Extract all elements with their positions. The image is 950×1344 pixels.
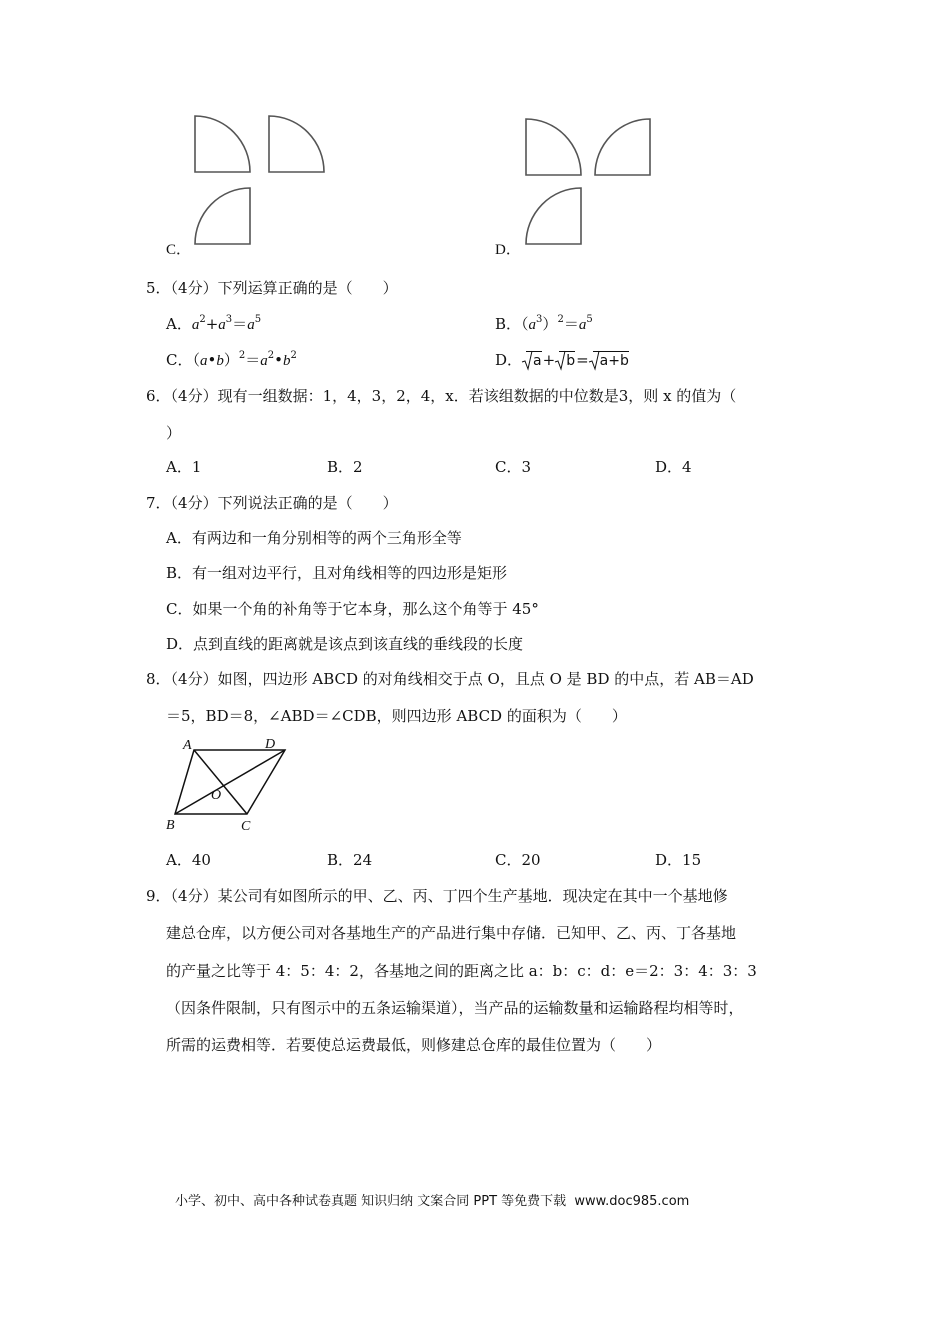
q9-line-2: 建总仓库，以方便公司对各基地生产的产品进行集中存储．已知甲、乙、丙、丁各基地 — [166, 924, 737, 942]
q4-option-d-label: D． — [495, 242, 521, 258]
quarter-circle-d1 — [525, 118, 585, 178]
q7-option-b: B．有一组对边平行，且对角线相等的四边形是矩形 — [166, 564, 508, 582]
q8-label-o: O — [211, 788, 222, 803]
q8-option-d: D．15 — [655, 851, 702, 869]
q5-d-radicand-2: b — [566, 353, 576, 369]
q9-line-3: 的产量之比等于 4：5：4：2，各基地之间的距离之比 a：b：c：d：e＝2：3：4：3：3 — [166, 962, 757, 980]
q5-d-plus: + — [542, 351, 556, 369]
q9-line-1: 9．（4分）某公司有如图所示的甲、乙、丙、丁四个生产基地．现决定在其中一个基地修 — [146, 887, 728, 905]
quarter-circle-c1 — [194, 115, 254, 175]
q8-stem-line1: 8．（4分）如图，四边形 ABCD 的对角线相交于点 O，且点 O 是 BD 的中点，若 AB＝AD — [146, 670, 754, 688]
q6-stem-line1: 6．（4分）现有一组数据：1，4，3，2，4，x．若该组数据的中位数是3，则 x 的值为（ — [146, 387, 737, 405]
quarter-circle-d2 — [594, 118, 654, 178]
q8-label-a: A — [183, 738, 192, 753]
q7-option-d: D．点到直线的距离就是该点到该直线的垂线段的长度 — [166, 635, 524, 653]
q5-a-label: A． — [166, 315, 192, 333]
q7-option-c: C．如果一个角的补角等于它本身，那么这个角等于 45° — [166, 600, 539, 618]
q5-option-b: B．$(a^3)^2=a^5$ — [495, 314, 593, 333]
q6-option-b: B．2 — [327, 458, 363, 476]
q8-label-b: B — [166, 818, 175, 833]
q4-option-c-label: C． — [166, 242, 192, 258]
q7-option-a: A．有两边和一角分别相等的两个三角形全等 — [166, 529, 462, 547]
quarter-circle-c3 — [194, 187, 254, 247]
q6-option-c: C．3 — [495, 458, 532, 476]
q5-d-radicand-1: a — [533, 353, 542, 369]
q8-option-a: A．40 — [166, 851, 211, 869]
q6-stem-line2: ） — [166, 424, 182, 442]
q9-line-4: （因条件限制，只有图示中的五条运输渠道），当产品的运输数量和运输路程均相等时， — [166, 999, 744, 1017]
footer-text: 小学、初中、高中各种试卷真题 知识归纳 文案合同 PPT 等免费下载 — [175, 1194, 567, 1209]
q5-stem: 5．（4分）下列运算正确的是（ ） — [146, 279, 398, 297]
q8-label-c: C — [241, 819, 251, 834]
q6-option-d: D．4 — [655, 458, 692, 476]
q8-label-d: D — [265, 737, 276, 752]
footer-site-link[interactable]: www.doc985.com — [574, 1194, 690, 1209]
q8-option-c: C．20 — [495, 851, 541, 869]
q9-line-5: 所需的运费相等．若要使总运费最低，则修建总仓库的最佳位置为（ ） — [166, 1036, 662, 1054]
q8-option-b: B．24 — [327, 851, 373, 869]
q5-d-equals: = — [576, 351, 589, 369]
quarter-circle-d3 — [525, 187, 585, 247]
q5-c-label: C． — [166, 351, 193, 369]
q6-option-a: A．1 — [166, 458, 202, 476]
q5-d-label: D． — [495, 351, 523, 369]
q8-stem-line2: ＝5，BD＝8，∠ABD＝∠CDB，则四边形 ABCD 的面积为（ ） — [166, 707, 627, 725]
quarter-circle-c2 — [268, 115, 328, 175]
q5-option-c: C．$(a•b)^2=a^2•b^2$ — [166, 350, 297, 369]
q5-b-label: B． — [495, 315, 522, 333]
footer — [175, 1192, 689, 1212]
q5-option-a: A．$a^2+a^3=a^5$ — [166, 314, 262, 333]
q7-stem: 7．（4分）下列说法正确的是（ ） — [146, 494, 398, 512]
q5-d-radicand-3: a+b — [599, 353, 629, 369]
q5-option-d — [495, 350, 630, 371]
